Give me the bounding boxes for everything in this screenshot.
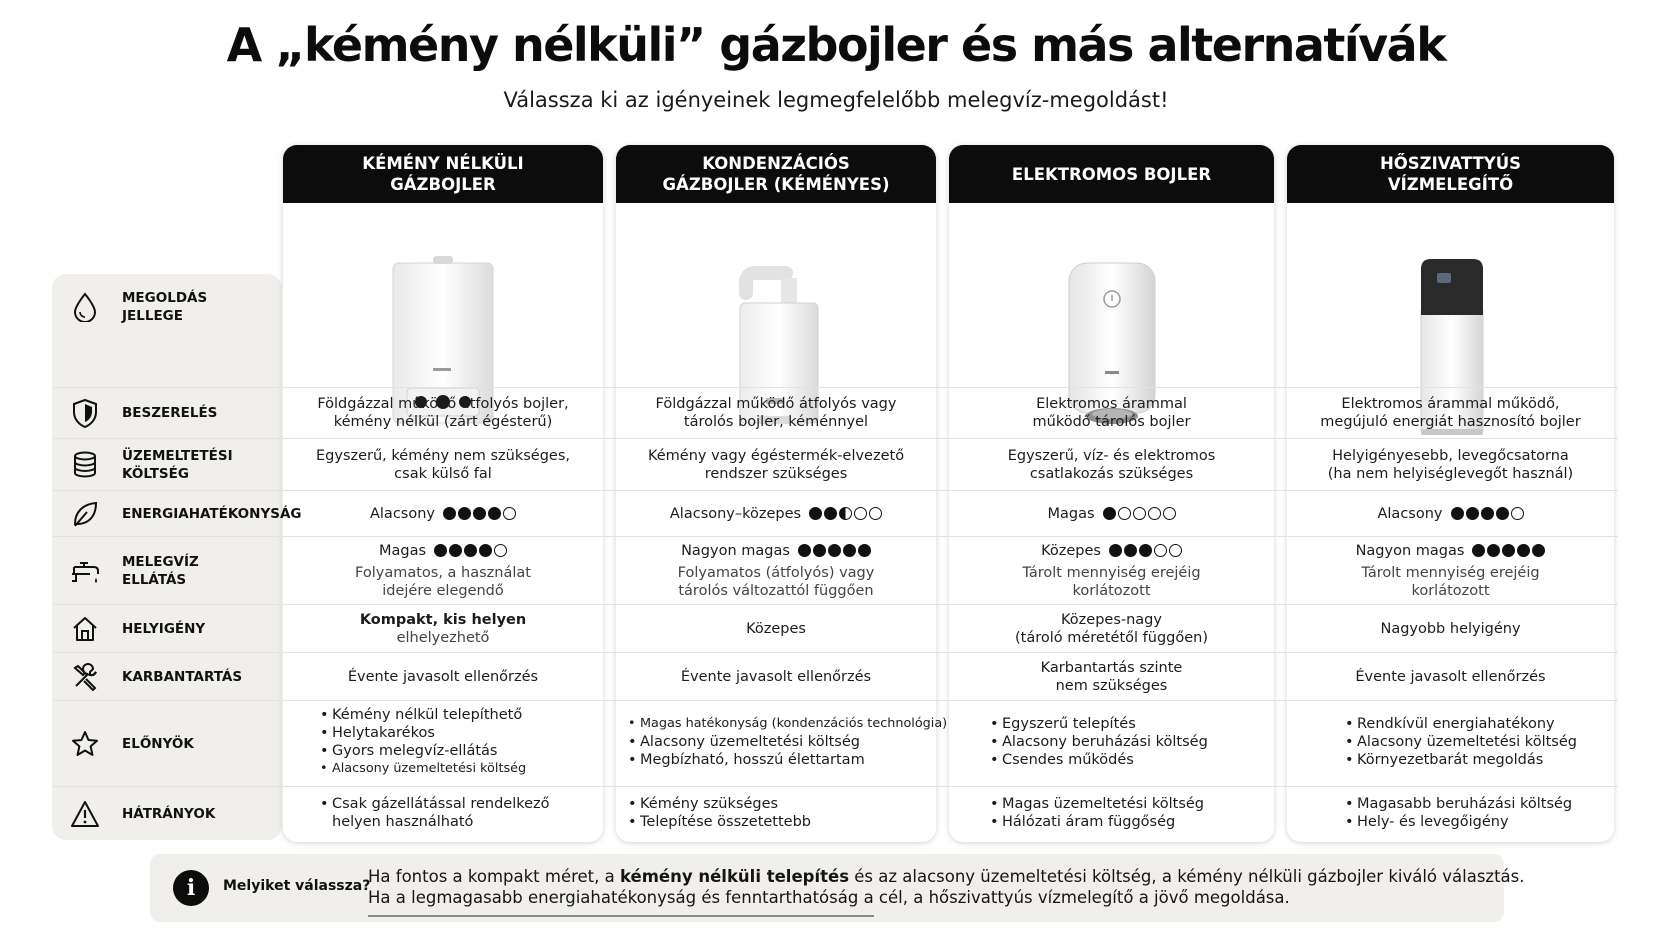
rating-dot-filled bbox=[1109, 544, 1122, 557]
rating-dot-filled bbox=[1481, 507, 1494, 520]
list-item: • Kémény szükséges bbox=[628, 795, 811, 813]
rating-dot-filled bbox=[1466, 507, 1479, 520]
cell-efficiency bbox=[1287, 491, 1614, 536]
rating-label: Közepes bbox=[1041, 542, 1101, 559]
rating-dot-filled bbox=[798, 544, 811, 557]
row-label-space: HELYIGÉNY bbox=[52, 605, 282, 652]
rating-dot-filled bbox=[809, 507, 822, 520]
row-label-efficiency: ENERGIAHATÉKONYSÁG bbox=[52, 491, 282, 536]
cell-hot-water bbox=[616, 537, 936, 604]
recommendation-text: Ha fontos a kompakt méret, a kémény nélküli telepítés és az alacsony üzemeltetési költség, a kémény nélküli gázbojler kiváló választás. Ha a legmagasabb energiahatékonyság és fenntarthatóság a cél, a hőszivattyús vízmelegítő a jövő megoldása. bbox=[368, 867, 1525, 907]
list-item: • Kémény nélkül telepíthető bbox=[320, 706, 526, 724]
rating-dot-filled bbox=[449, 544, 462, 557]
rating-dots bbox=[1103, 507, 1176, 520]
rating-dots bbox=[443, 507, 516, 520]
cell-efficiency bbox=[283, 491, 603, 536]
coin-stack-icon bbox=[70, 450, 100, 480]
rating-dot-empty bbox=[1169, 544, 1182, 557]
rating-dot-filled bbox=[464, 544, 477, 557]
rating-dot-empty bbox=[1148, 507, 1161, 520]
leaf-icon bbox=[70, 499, 100, 529]
cell-operating-cost: Helyigényesebb, levegőcsatorna (ha nem helyiséglevegőt használ) bbox=[1327, 447, 1574, 482]
pros-list bbox=[320, 706, 526, 778]
pros-list bbox=[1345, 715, 1577, 769]
row-label-operating-cost: ÜZEMELTETÉSI KÖLTSÉG bbox=[52, 439, 282, 490]
rating-dot-empty bbox=[869, 507, 882, 520]
row-label-cons: HÁTRÁNYOK bbox=[52, 787, 282, 840]
cell-space: Közepes-nagy (tároló méretétől függően) bbox=[1014, 611, 1208, 646]
rating-label: Alacsony bbox=[369, 505, 435, 522]
row-label-installation: BESZERELÉS bbox=[52, 388, 282, 438]
list-item: • Alacsony üzemeltetési költség bbox=[320, 760, 526, 778]
shield-icon bbox=[70, 398, 100, 428]
rating-dot-filled bbox=[824, 507, 837, 520]
rating-dot-filled bbox=[813, 544, 826, 557]
rating-dot-filled bbox=[473, 507, 486, 520]
list-item: • Magasabb beruházási költség bbox=[1345, 795, 1572, 813]
list-item: • Magas üzemeltetési költség bbox=[990, 795, 1204, 813]
list-item: • Magas hatékonyság (kondenzációs technológia) bbox=[628, 715, 947, 733]
list-item: • Egyszerű telepítés bbox=[990, 715, 1208, 733]
cell-space: Kompakt, kis helyen elhelyezhető bbox=[359, 611, 527, 646]
cell-installation: Földgázzal működő átfolyós bojler, kémény nélkül (zárt égésterű) bbox=[317, 396, 569, 430]
rating-label: Nagyon magas bbox=[681, 542, 790, 559]
rating-dot-filled bbox=[1496, 507, 1509, 520]
cell-maintenance: Évente javasolt ellenőrzés bbox=[680, 668, 872, 685]
cell-hot-water bbox=[949, 537, 1274, 604]
warning-icon bbox=[70, 799, 100, 829]
cell-maintenance: Évente javasolt ellenőrzés bbox=[347, 668, 539, 685]
rating-dots bbox=[1451, 507, 1524, 520]
cell-maintenance: Karbantartás szinte nem szükséges bbox=[1040, 659, 1183, 694]
rating-dot-filled bbox=[1532, 544, 1545, 557]
tools-icon bbox=[70, 662, 100, 692]
rating-dot-filled bbox=[1124, 544, 1137, 557]
cell-efficiency bbox=[616, 491, 936, 536]
rating-dot-half bbox=[839, 507, 852, 520]
rating-dot-filled bbox=[843, 544, 856, 557]
cell-installation: Elektromos árammal működő tárolós bojler bbox=[1032, 396, 1191, 430]
rating-dot-filled bbox=[858, 544, 871, 557]
rating-dot-empty bbox=[1133, 507, 1146, 520]
list-item: • Hálózati áram függőség bbox=[990, 813, 1204, 831]
column-title: ELEKTROMOS BOJLER bbox=[949, 145, 1274, 203]
rating-dot-empty bbox=[854, 507, 867, 520]
rating-dot-filled bbox=[1517, 544, 1530, 557]
hot-water-note: Folyamatos (átfolyós) vagy tárolós változattól függően bbox=[677, 564, 875, 599]
water-drop-icon bbox=[70, 292, 100, 322]
cell-maintenance: Évente javasolt ellenőrzés bbox=[1355, 668, 1546, 685]
cons-list bbox=[1345, 795, 1572, 831]
list-item: • Csak gázellátással rendelkező helyen használható bbox=[320, 795, 550, 831]
column-title: KÉMÉNY NÉLKÜLI GÁZBOJLER bbox=[283, 145, 603, 203]
list-item: • Hely- és levegőigény bbox=[1345, 813, 1572, 831]
pros-list bbox=[990, 715, 1208, 769]
rating-dot-filled bbox=[443, 507, 456, 520]
recommendation-underline bbox=[368, 915, 874, 917]
cell-space: Nagyobb helyigény bbox=[1380, 620, 1521, 637]
list-item: • Alacsony beruházási költség bbox=[990, 733, 1208, 751]
cell-installation: Földgázzal működő átfolyós vagy tárolós bojler, kéménnyel bbox=[655, 396, 897, 430]
cell-installation: Elektromos árammal működő, megújuló energiát hasznosító bojler bbox=[1320, 396, 1581, 430]
cell-operating-cost: Egyszerű, víz- és elektromos csatlakozás szükséges bbox=[1007, 447, 1216, 482]
rating-dot-filled bbox=[488, 507, 501, 520]
cell-hot-water bbox=[283, 537, 603, 604]
rating-dot-filled bbox=[1472, 544, 1485, 557]
hot-water-note: Tárolt mennyiség erejéig korlátozott bbox=[1022, 564, 1201, 599]
rating-dot-filled bbox=[1487, 544, 1500, 557]
cell-space: Közepes bbox=[746, 620, 806, 637]
rating-dot-empty bbox=[1163, 507, 1176, 520]
list-item: • Megbízható, hosszú élettartam bbox=[628, 751, 947, 769]
rating-dot-empty bbox=[1118, 507, 1131, 520]
recommendation-label: Melyiket válassza? bbox=[223, 878, 371, 894]
cell-operating-cost: Egyszerű, kémény nem szükséges, csak külső fal bbox=[316, 447, 570, 482]
pros-list bbox=[628, 715, 947, 769]
list-item: • Telepítése összetettebb bbox=[628, 813, 811, 831]
house-icon bbox=[70, 614, 100, 644]
rating-dots bbox=[1472, 544, 1545, 557]
cell-hot-water bbox=[1287, 537, 1614, 604]
rating-dot-filled bbox=[458, 507, 471, 520]
rating-label: Magas bbox=[378, 542, 427, 559]
list-item: • Környezetbarát megoldás bbox=[1345, 751, 1577, 769]
rating-dot-empty bbox=[494, 544, 507, 557]
faucet-icon bbox=[70, 556, 100, 586]
rating-dot-filled bbox=[1103, 507, 1116, 520]
rating-dots bbox=[1109, 544, 1182, 557]
rating-dots bbox=[798, 544, 871, 557]
list-item: • Csendes működés bbox=[990, 751, 1208, 769]
rating-dot-filled bbox=[1139, 544, 1152, 557]
cons-list bbox=[320, 795, 550, 831]
rating-dot-filled bbox=[434, 544, 447, 557]
info-icon: i bbox=[173, 870, 209, 906]
list-item: • Alacsony üzemeltetési költség bbox=[1345, 733, 1577, 751]
list-item: • Alacsony üzemeltetési költség bbox=[628, 733, 947, 751]
rating-dot-filled bbox=[1502, 544, 1515, 557]
list-item: • Gyors melegvíz-ellátás bbox=[320, 742, 526, 760]
rating-label: Nagyon magas bbox=[1355, 542, 1465, 559]
rating-dot-empty bbox=[1154, 544, 1167, 557]
rating-label: Alacsony–közepes bbox=[669, 505, 802, 522]
rating-dot-empty bbox=[503, 507, 516, 520]
rating-dot-filled bbox=[828, 544, 841, 557]
column-title: KONDENZÁCIÓS GÁZBOJLER (KÉMÉNYES) bbox=[616, 145, 936, 203]
cell-operating-cost: Kémény vagy égéstermék-elvezető rendszer szükséges bbox=[647, 447, 905, 482]
rating-dots bbox=[809, 507, 882, 520]
cell-efficiency bbox=[949, 491, 1274, 536]
row-label-pros: ELŐNYÖK bbox=[52, 701, 282, 786]
rating-dot-filled bbox=[479, 544, 492, 557]
hot-water-note: Tárolt mennyiség erejéig korlátozott bbox=[1361, 564, 1540, 599]
hot-water-note: Folyamatos, a használat idejére elegendő bbox=[355, 564, 531, 599]
cons-list bbox=[628, 795, 811, 831]
rating-label: Magas bbox=[1047, 505, 1095, 522]
list-item: • Helytakarékos bbox=[320, 724, 526, 742]
page-subtitle: Válassza ki az igényeinek legmegfelelőbb melegvíz-megoldást! bbox=[503, 88, 1169, 112]
star-icon bbox=[70, 729, 100, 759]
cons-list bbox=[990, 795, 1204, 831]
rating-dot-filled bbox=[1451, 507, 1464, 520]
page-title: A „kémény nélküli” gázbojler és más alternatívák bbox=[226, 18, 1446, 72]
rating-label: Alacsony bbox=[1377, 505, 1443, 522]
rating-dot-empty bbox=[1511, 507, 1524, 520]
row-label-type: MEGOLDÁS JELLEGE bbox=[52, 274, 282, 340]
rating-dots bbox=[434, 544, 507, 557]
row-label-maintenance: KARBANTARTÁS bbox=[52, 653, 282, 700]
list-item: • Rendkívül energiahatékony bbox=[1345, 715, 1577, 733]
row-label-hot-water: MELEGVÍZ ELLÁTÁS bbox=[52, 537, 282, 604]
column-title: HŐSZIVATTYÚS VÍZMELEGÍTŐ bbox=[1287, 145, 1614, 203]
